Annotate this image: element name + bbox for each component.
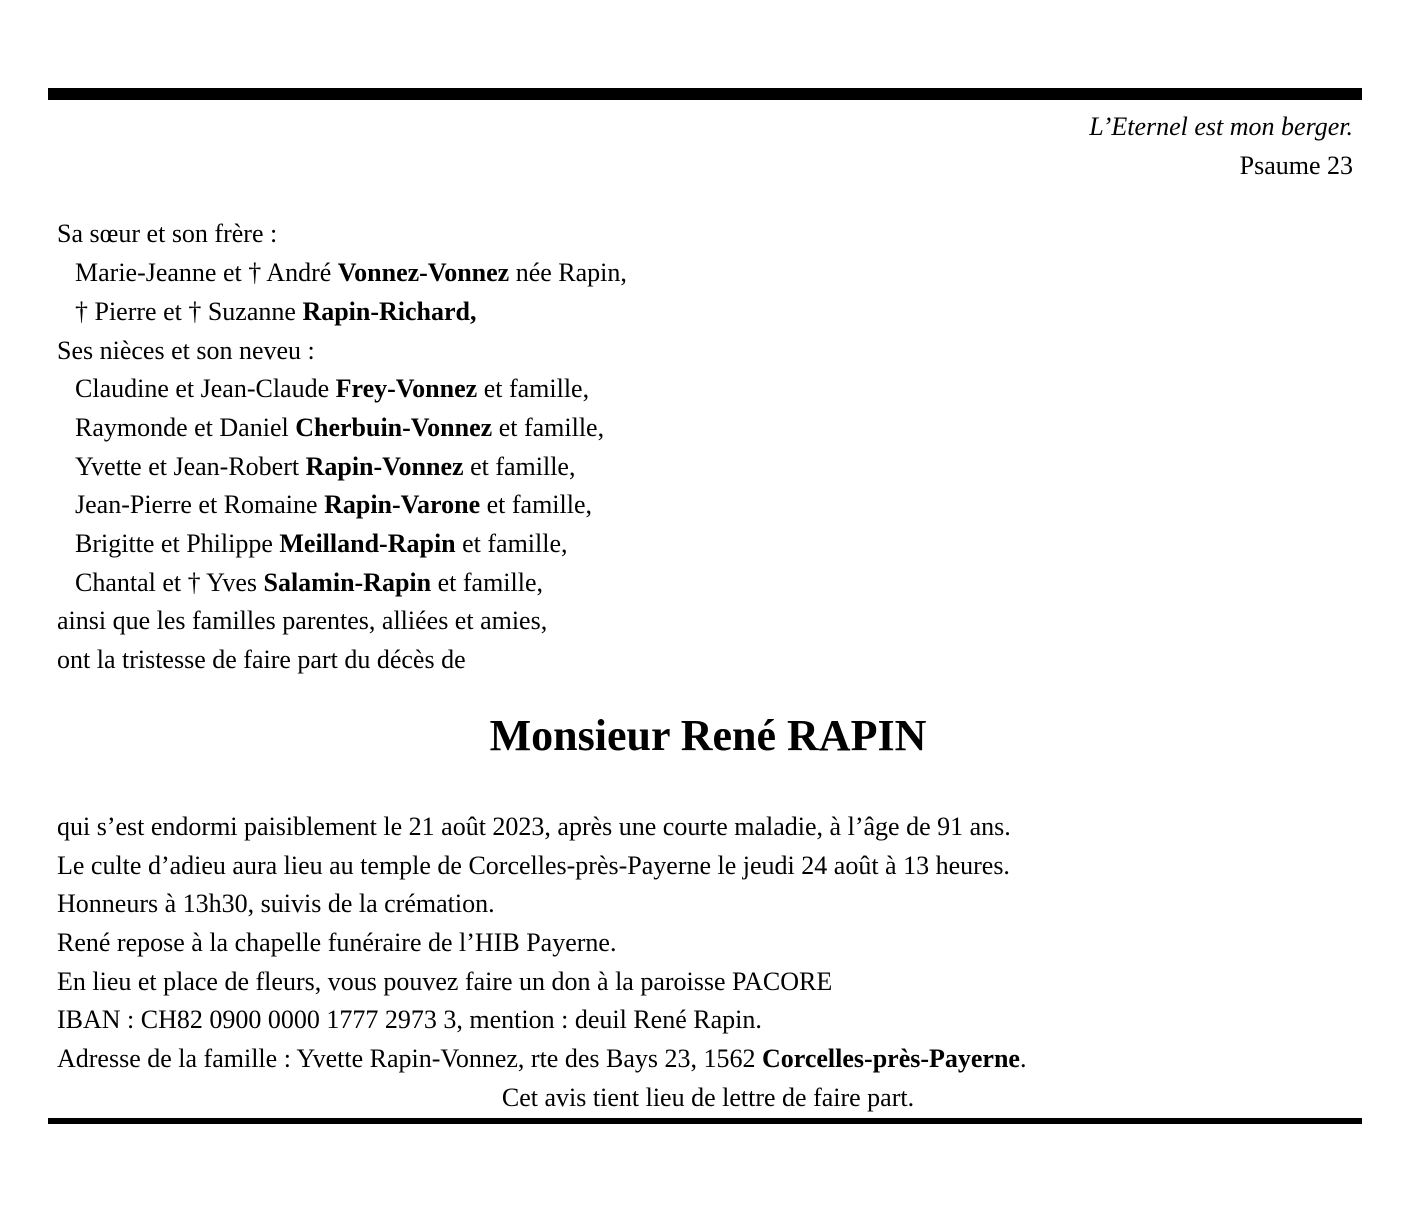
family-line-bold-name: Rapin-Varone: [324, 490, 481, 520]
family-line-pre: Sa sœur et son frère :: [57, 219, 278, 249]
family-line-pre: Yvette et Jean-Robert: [75, 451, 306, 481]
family-line-bold-name: Rapin-Richard,: [302, 296, 477, 326]
family-line: [57, 525, 1416, 564]
family-line-post: et famille,: [455, 529, 568, 559]
family-line: [57, 215, 1416, 254]
family-line: [57, 254, 1416, 293]
family-line: [57, 564, 1416, 603]
family-line-pre: Brigitte et Philippe: [75, 529, 280, 559]
family-line-pre: † Pierre et † Suzanne: [75, 296, 303, 326]
family-line-bold-name: Salamin-Rapin: [263, 567, 432, 597]
body-line-pre: IBAN : CH82 0900 0000 1777 2973 3, mention : deuil René Rapin.: [57, 1005, 762, 1035]
body-line-pre: Le culte d’adieu aura lieu au temple de Corcelles-près-Payerne le jeudi 24 août à 13 heures.: [57, 850, 1010, 880]
body-line-post: .: [1019, 1044, 1027, 1074]
family-line-pre: ont la tristesse de faire part du décès de: [57, 645, 466, 675]
psalm-reference: Psaume 23: [1239, 150, 1353, 180]
body-line: [57, 847, 1416, 886]
psalm-quote-block: [0, 108, 1416, 185]
family-line-pre: ainsi que les familles parentes, alliées et amies,: [57, 606, 548, 636]
top-rule: [48, 88, 1362, 100]
body-line: [57, 924, 1416, 963]
family-line-bold-name: Meilland-Rapin: [279, 529, 456, 559]
notice-body: [0, 808, 1416, 1079]
family-line-bold-name: Cherbuin-Vonnez: [295, 412, 493, 442]
bottom-rule: [48, 1118, 1362, 1124]
body-line: [57, 963, 1416, 1002]
family-line: [57, 448, 1416, 487]
body-line: [57, 808, 1416, 847]
family-line: [57, 641, 1416, 680]
family-line-pre: Jean-Pierre et Romaine: [75, 490, 325, 520]
closing-line: Cet avis tient lieu de lettre de faire part.: [501, 1082, 915, 1112]
family-line-pre: Chantal et † Yves: [75, 567, 264, 597]
family-list: [0, 215, 1416, 679]
family-line-post: et famille,: [431, 567, 544, 597]
body-line-pre: Adresse de la famille : Yvette Rapin-Vonnez, rte des Bays 23, 1562: [57, 1044, 762, 1074]
psalm-quote: L’Eternel est mon berger.: [1089, 112, 1353, 141]
family-line-bold-name: Frey-Vonnez: [335, 374, 478, 404]
body-line-bold: Corcelles-près-Payerne: [762, 1044, 1020, 1074]
body-line: [57, 1040, 1416, 1079]
family-line-bold-name: Rapin-Vonnez: [305, 451, 464, 481]
family-line-post: et famille,: [480, 490, 593, 520]
family-line: [57, 370, 1416, 409]
family-line-pre: Ses nièces et son neveu :: [57, 335, 315, 365]
body-line: [57, 885, 1416, 924]
family-line-post: et famille,: [492, 412, 605, 442]
family-line-pre: Claudine et Jean-Claude: [75, 374, 336, 404]
family-line-pre: Marie-Jeanne et † André: [75, 258, 338, 288]
family-line: [57, 332, 1416, 371]
family-line-post: et famille,: [477, 374, 590, 404]
body-line-pre: René repose à la chapelle funéraire de l’HIB Payerne.: [57, 927, 617, 957]
body-line-pre: En lieu et place de fleurs, vous pouvez faire un don à la paroisse PACORE: [57, 966, 833, 996]
family-line-pre: Raymonde et Daniel: [75, 412, 296, 442]
deceased-name-title: Monsieur René RAPIN: [489, 710, 927, 760]
body-line-pre: Honneurs à 13h30, suivis de la crémation.: [57, 889, 495, 919]
family-line-bold-name: Vonnez-Vonnez: [337, 258, 510, 288]
body-line-pre: qui s’est endormi paisiblement le 21 août 2023, après une courte maladie, à l’âge de 91 ans.: [57, 811, 1011, 841]
family-line: [57, 486, 1416, 525]
family-line: [57, 602, 1416, 641]
family-line: [57, 409, 1416, 448]
family-line: [57, 293, 1416, 332]
family-line-post: née Rapin,: [509, 258, 627, 288]
family-line-post: et famille,: [463, 451, 576, 481]
body-line: [57, 1001, 1416, 1040]
